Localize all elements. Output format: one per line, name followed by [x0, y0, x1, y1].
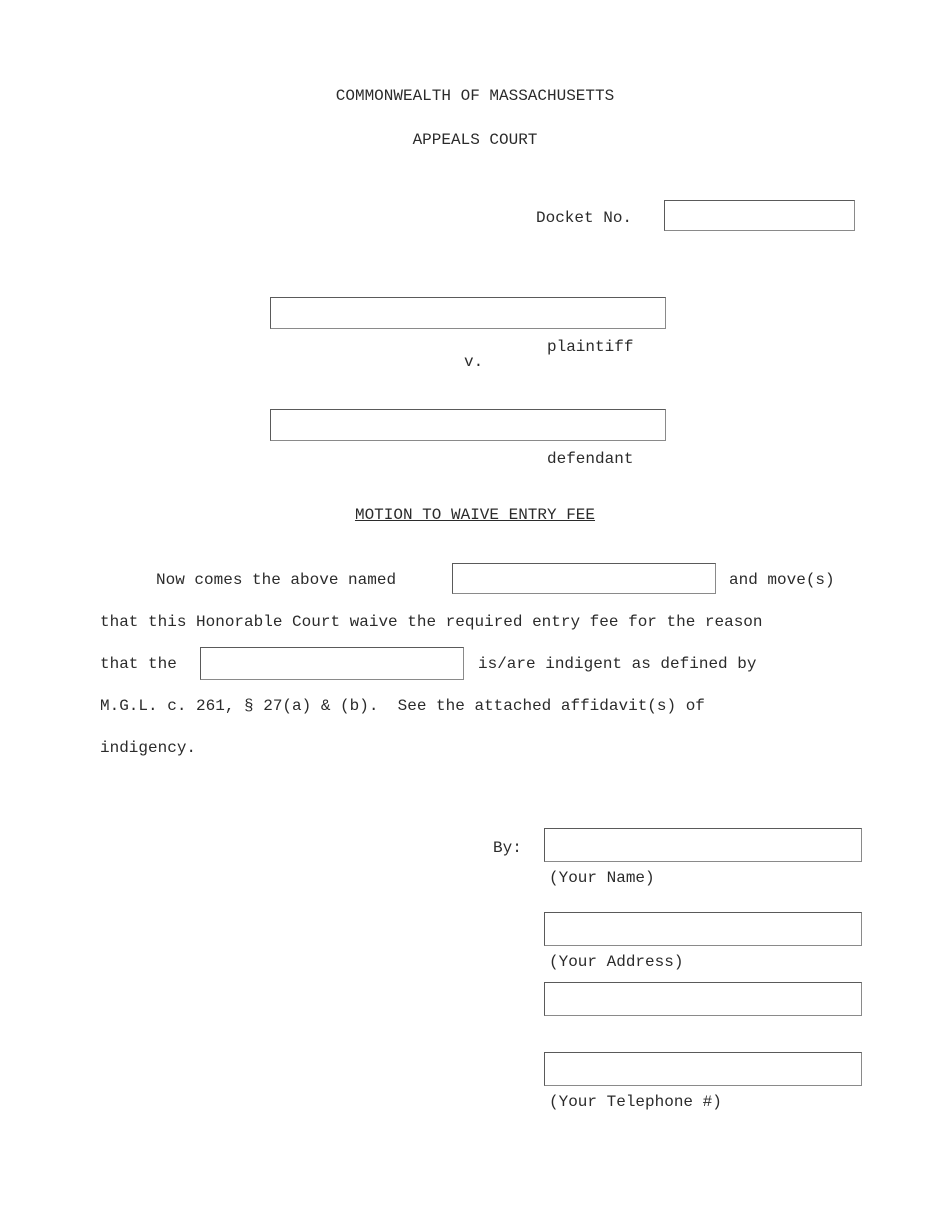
motion-text-line1b: and move(s)	[729, 571, 835, 589]
your-address-label: (Your Address)	[549, 953, 684, 971]
docket-number-field[interactable]	[664, 200, 855, 231]
your-telephone-field[interactable]	[544, 1052, 862, 1086]
motion-text-line1a: Now comes the above named	[156, 571, 397, 589]
motion-text-line4: M.G.L. c. 261, § 27(a) & (b). See the attached affidavit(s) of	[100, 697, 705, 715]
motion-text-line3a: that the	[100, 655, 177, 673]
your-name-field[interactable]	[544, 828, 862, 862]
docket-label: Docket No.	[536, 209, 633, 227]
motion-text-line5: indigency.	[100, 739, 197, 757]
mover-name-field[interactable]	[452, 563, 716, 594]
defendant-label: defendant	[547, 450, 634, 468]
by-label: By:	[493, 839, 522, 857]
motion-title: MOTION TO WAIVE ENTRY FEE	[354, 506, 596, 524]
versus-label: v.	[464, 353, 484, 371]
defendant-field[interactable]	[270, 409, 666, 441]
your-address-field[interactable]	[544, 912, 862, 946]
plaintiff-label: plaintiff	[547, 338, 634, 356]
your-name-label: (Your Name)	[549, 869, 655, 887]
your-address-line2-field[interactable]	[544, 982, 862, 1016]
court-heading: APPEALS COURT	[412, 131, 538, 149]
plaintiff-field[interactable]	[270, 297, 666, 329]
indigent-party-field[interactable]	[200, 647, 464, 680]
motion-text-line2: that this Honorable Court waive the required entry fee for the reason	[100, 613, 763, 631]
state-heading: COMMONWEALTH OF MASSACHUSETTS	[335, 87, 615, 105]
motion-text-line3b: is/are indigent as defined by	[478, 655, 757, 673]
your-telephone-label: (Your Telephone #)	[549, 1093, 722, 1111]
